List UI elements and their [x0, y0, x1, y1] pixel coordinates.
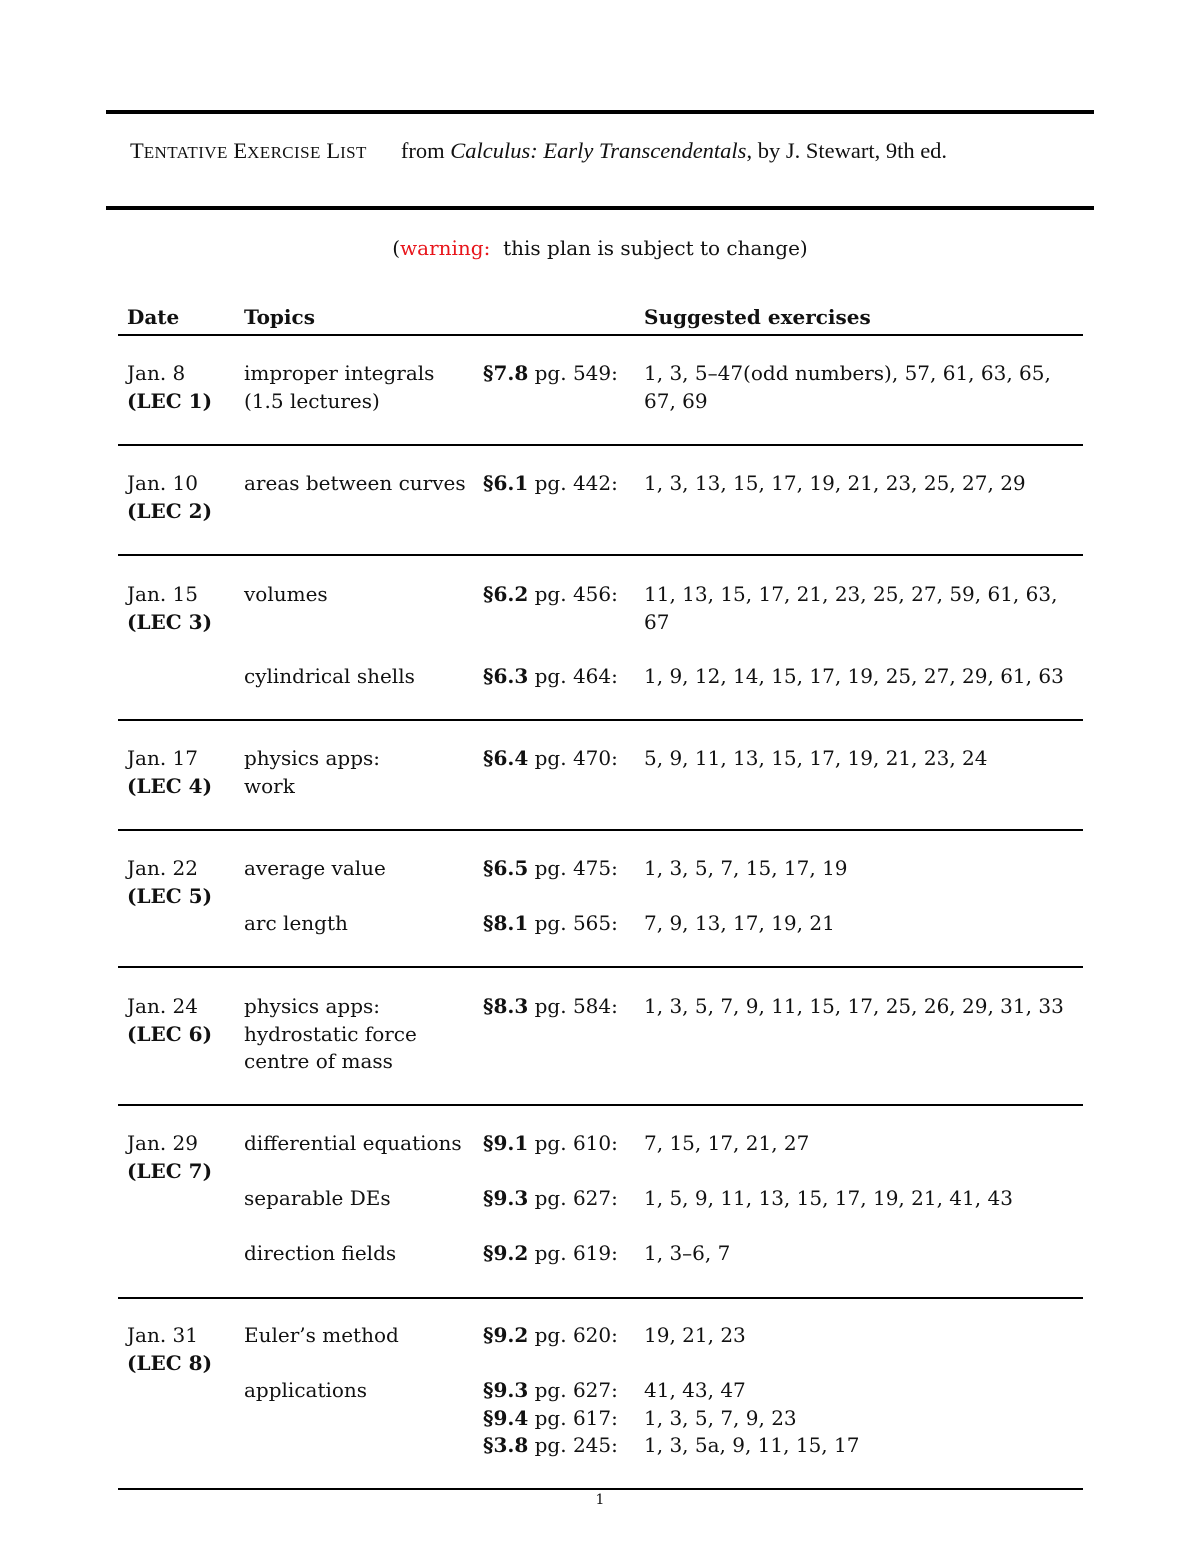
row-topic: physics apps: hydrostatic force centre of mass	[244, 994, 417, 1073]
row-topic: direction fields	[244, 1241, 397, 1265]
row-separator	[118, 829, 1083, 831]
warning-label: warning:	[400, 236, 491, 260]
section-ref: §6.2 pg. 456:	[483, 582, 618, 606]
row-topic: Euler’s method	[244, 1323, 399, 1347]
row-date: Jan. 22 (LEC 5)	[127, 856, 213, 908]
exercise-list: 1, 3, 13, 15, 17, 19, 21, 23, 25, 27, 29	[644, 471, 1026, 495]
title-bottom-thick-rule	[106, 206, 1094, 210]
row-date: Jan. 24 (LEC 6)	[127, 994, 213, 1046]
row-separator	[118, 1104, 1083, 1106]
page-title: TENTATIVE EXERCISE LIST from Calculus: Early Transcendentals, by J. Stewart, 9th ed.	[130, 138, 948, 163]
exercise-list: 5, 9, 11, 13, 15, 17, 19, 21, 23, 24	[644, 746, 988, 770]
section-ref: §6.4 pg. 470:	[483, 746, 618, 770]
header-date: Date	[127, 305, 180, 329]
section-ref: §9.3 pg. 627: §9.4 pg. 617: §3.8 pg. 245:	[483, 1378, 618, 1457]
exercise-list: 19, 21, 23	[644, 1323, 746, 1347]
exercise-list: 1, 5, 9, 11, 13, 15, 17, 19, 21, 41, 43	[644, 1186, 1013, 1210]
exercise-list: 7, 9, 13, 17, 19, 21	[644, 911, 835, 935]
row-date: Jan. 17 (LEC 4)	[127, 746, 213, 798]
section-ref: §9.1 pg. 610:	[483, 1131, 618, 1155]
row-date: Jan. 8 (LEC 1)	[127, 361, 213, 413]
row-separator	[118, 719, 1083, 721]
section-ref: §9.3 pg. 627:	[483, 1186, 618, 1210]
section-ref: §6.3 pg. 464:	[483, 664, 618, 688]
row-topic: improper integrals (1.5 lectures)	[244, 361, 435, 413]
exercise-list: 11, 13, 15, 17, 21, 23, 25, 27, 59, 61, 63, 67	[644, 582, 1058, 634]
row-topic: arc length	[244, 911, 348, 935]
section-ref: §8.3 pg. 584:	[483, 994, 618, 1018]
footer-rule	[118, 1488, 1083, 1490]
warning-text: this plan is subject to change)	[503, 236, 808, 260]
section-ref: §8.1 pg. 565:	[483, 911, 618, 935]
header-rule	[118, 334, 1083, 336]
row-separator	[118, 966, 1083, 968]
exercise-list: 1, 3, 5–47(odd numbers), 57, 61, 63, 65, 67, 69	[644, 361, 1051, 413]
row-date: Jan. 10 (LEC 2)	[127, 471, 213, 523]
row-topic: average value	[244, 856, 386, 880]
top-thick-rule	[106, 110, 1094, 114]
section-ref: §6.5 pg. 475:	[483, 856, 618, 880]
row-topic: applications	[244, 1378, 368, 1402]
row-topic: cylindrical shells	[244, 664, 415, 688]
row-topic: volumes	[244, 582, 328, 606]
row-topic: differential equations	[244, 1131, 462, 1155]
section-ref: §9.2 pg. 619:	[483, 1241, 618, 1265]
section-ref: §9.2 pg. 620:	[483, 1323, 618, 1347]
exercise-list: 1, 9, 12, 14, 15, 17, 19, 25, 27, 29, 61, 63	[644, 664, 1064, 688]
row-date: Jan. 31 (LEC 8)	[127, 1323, 213, 1375]
row-separator	[118, 444, 1083, 446]
row-topic: physics apps: work	[244, 746, 380, 798]
row-date: Jan. 29 (LEC 7)	[127, 1131, 213, 1183]
title-from: from	[400, 138, 445, 163]
section-ref: §6.1 pg. 442:	[483, 471, 618, 495]
exercise-list: 7, 15, 17, 21, 27	[644, 1131, 810, 1155]
book-title: Calculus: Early Transcendentals	[450, 138, 747, 163]
row-topic: areas between curves	[244, 471, 466, 495]
row-date: Jan. 15 (LEC 3)	[127, 582, 213, 634]
row-topic: separable DEs	[244, 1186, 391, 1210]
page-number: 1	[595, 1492, 605, 1508]
row-separator	[118, 554, 1083, 556]
title-author: , by J. Stewart, 9th ed.	[746, 138, 948, 163]
exercise-list: 41, 43, 47 1, 3, 5, 7, 9, 23 1, 3, 5a, 9, 11, 15, 17	[644, 1378, 860, 1457]
exercise-list: 1, 3, 5, 7, 9, 11, 15, 17, 25, 26, 29, 31, 33	[644, 994, 1064, 1018]
row-separator	[118, 1297, 1083, 1299]
exercise-list: 1, 3, 5, 7, 15, 17, 19	[644, 856, 848, 880]
header-topics: Topics	[244, 305, 315, 329]
section-ref: §7.8 pg. 549:	[483, 361, 618, 385]
header-exercises: Suggested exercises	[644, 305, 871, 329]
exercise-list: 1, 3–6, 7	[644, 1241, 731, 1265]
warning-note: (warning: this plan is subject to change)	[392, 236, 808, 260]
